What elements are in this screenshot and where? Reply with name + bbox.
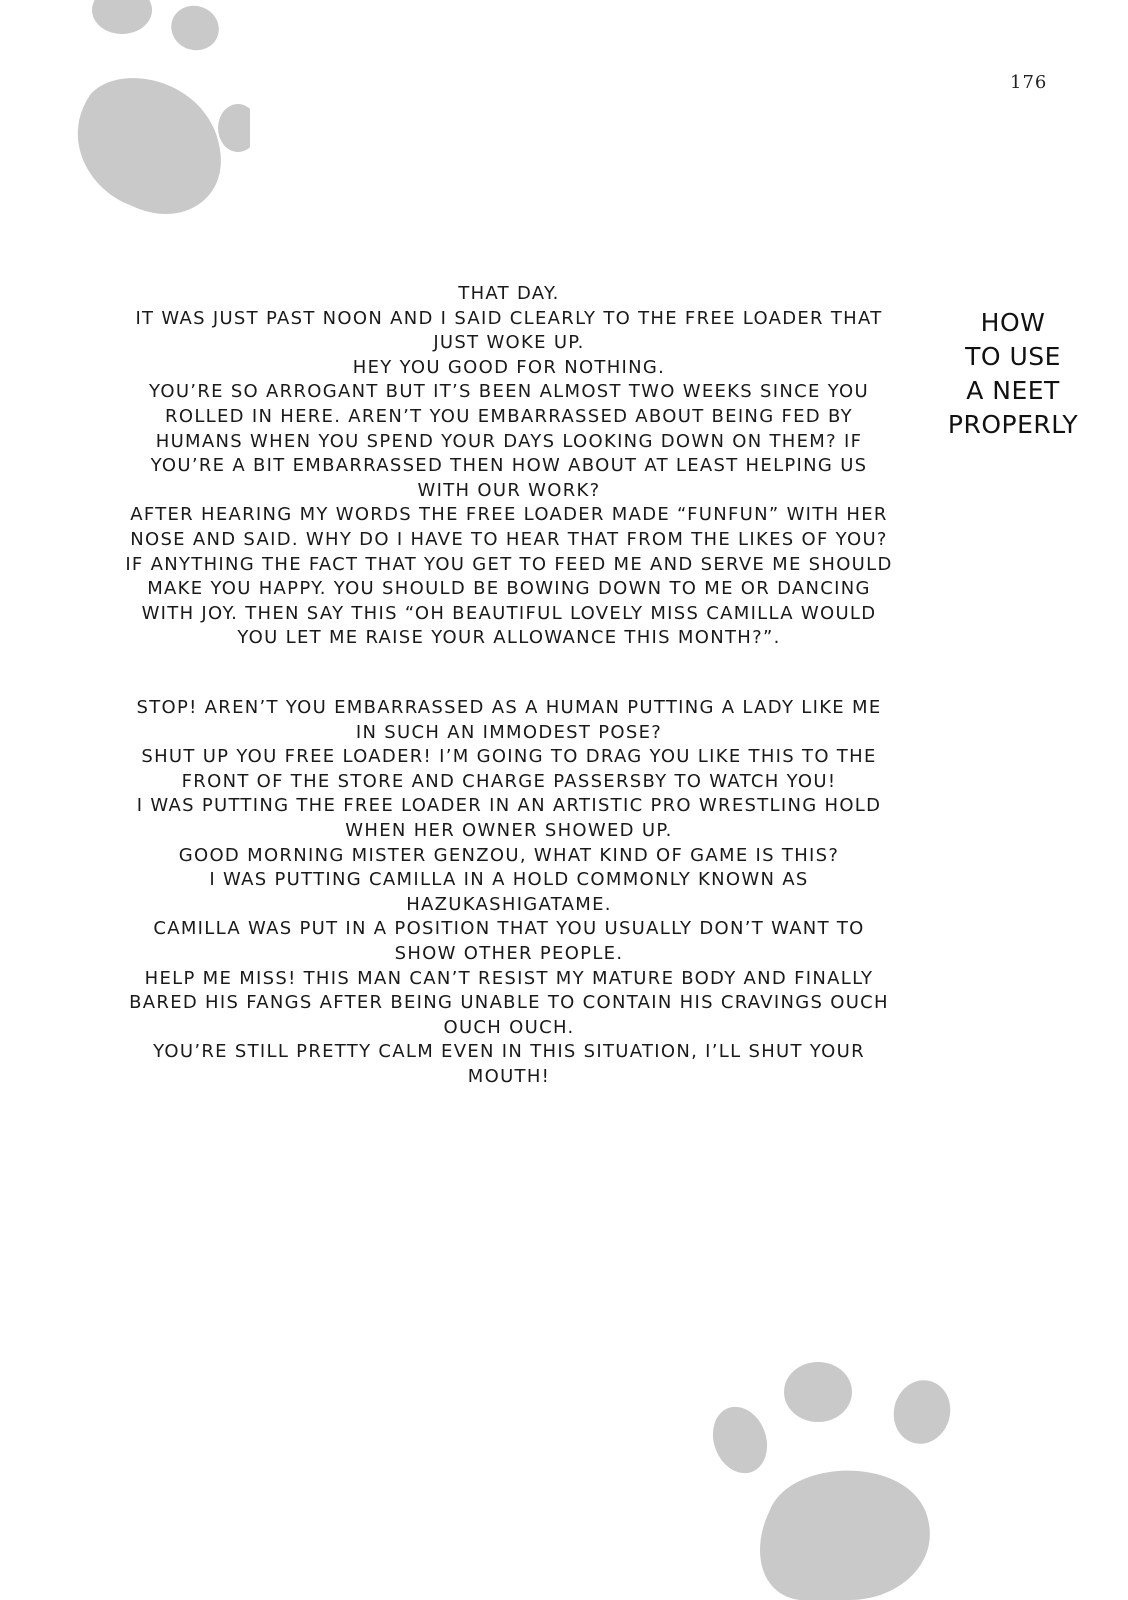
story-text-block-2 xyxy=(124,696,894,1090)
chapter-title xyxy=(938,306,1088,442)
paw-print-icon xyxy=(60,0,250,230)
paragraph: THAT DAY. xyxy=(458,283,560,304)
paragraph: AFTER HEARING MY WORDS THE FREE LOADER MADE “FUNFUN” WITH HER NOSE AND SAID. WHY DO I HAVE TO HEAR THAT FROM THE LIKES OF YOU? IF ANYTHING THE FACT THAT YOU GET TO FEED ME AND SERVE ME SHOULD MAKE YOU HAPPY. YOU SHOULD BE BOWING DOWN TO ME OR DANCING WITH JOY. THEN SAY THIS “OH BEAUTIFUL LOVELY MISS CAMILLA WOULD YOU LET ME RAISE YOUR ALLOWANCE THIS MONTH?”. xyxy=(125,504,893,649)
chapter-title-line: HOW xyxy=(980,308,1046,337)
paragraph: HEY YOU GOOD FOR NOTHING. xyxy=(352,356,666,378)
paragraph: YOU’RE SO ARROGANT BUT IT’S BEEN ALMOST TWO WEEKS SINCE YOU ROLLED IN HERE. AREN’T YOU EMBARRASSED ABOUT BEING FED BY HUMANS WHEN YOU SPEND YOUR DAYS LOOKING DOWN ON THEM? IF YOU’RE A BIT EMBARRASSED THEN HOW ABOUT AT LEAST HELPING US WITH OUR WORK? xyxy=(149,381,869,501)
story-text-block-1 xyxy=(124,282,894,651)
paragraph: I WAS PUTTING THE FREE LOADER IN AN ARTISTIC PRO WRESTLING HOLD WHEN HER OWNER SHOWED UP. xyxy=(136,795,882,841)
chapter-title-line: PROPERLY xyxy=(947,410,1079,439)
paragraph: IT WAS JUST PAST NOON AND I SAID CLEARLY TO THE FREE LOADER THAT JUST WOKE UP. xyxy=(135,307,883,354)
paragraph: STOP! AREN’T YOU EMBARRASSED AS A HUMAN PUTTING A LADY LIKE ME IN SUCH AN IMMODEST POSE? xyxy=(136,697,882,743)
paragraph: YOU’RE STILL PRETTY CALM EVEN IN THIS SITUATION, I’LL SHUT YOUR MOUTH! xyxy=(153,1041,865,1087)
page-number: 176 xyxy=(1010,72,1048,93)
chapter-title-line: TO USE xyxy=(965,342,1061,371)
paragraph: SHUT UP YOU FREE LOADER! I’M GOING TO DRAG YOU LIKE THIS TO THE FRONT OF THE STORE AND CHARGE PASSERSBY TO WATCH YOU! xyxy=(141,746,877,792)
paragraph: CAMILLA WAS PUT IN A POSITION THAT YOU USUALLY DON’T WANT TO SHOW OTHER PEOPLE. xyxy=(153,918,865,964)
paragraph: HELP ME MISS! THIS MAN CAN’T RESIST MY MATURE BODY AND FINALLY BARED HIS FANGS AFTER BEING UNABLE TO CONTAIN HIS CRAVINGS OUCH OUCH OUCH. xyxy=(129,967,889,1038)
chapter-title-line: A NEET xyxy=(966,376,1060,405)
paw-print-icon xyxy=(700,1360,960,1600)
paragraph: I WAS PUTTING CAMILLA IN A HOLD COMMONLY KNOWN AS HAZUKASHIGATAME. xyxy=(209,869,809,915)
paragraph: GOOD MORNING MISTER GENZOU, WHAT KIND OF GAME IS THIS? xyxy=(178,844,840,866)
